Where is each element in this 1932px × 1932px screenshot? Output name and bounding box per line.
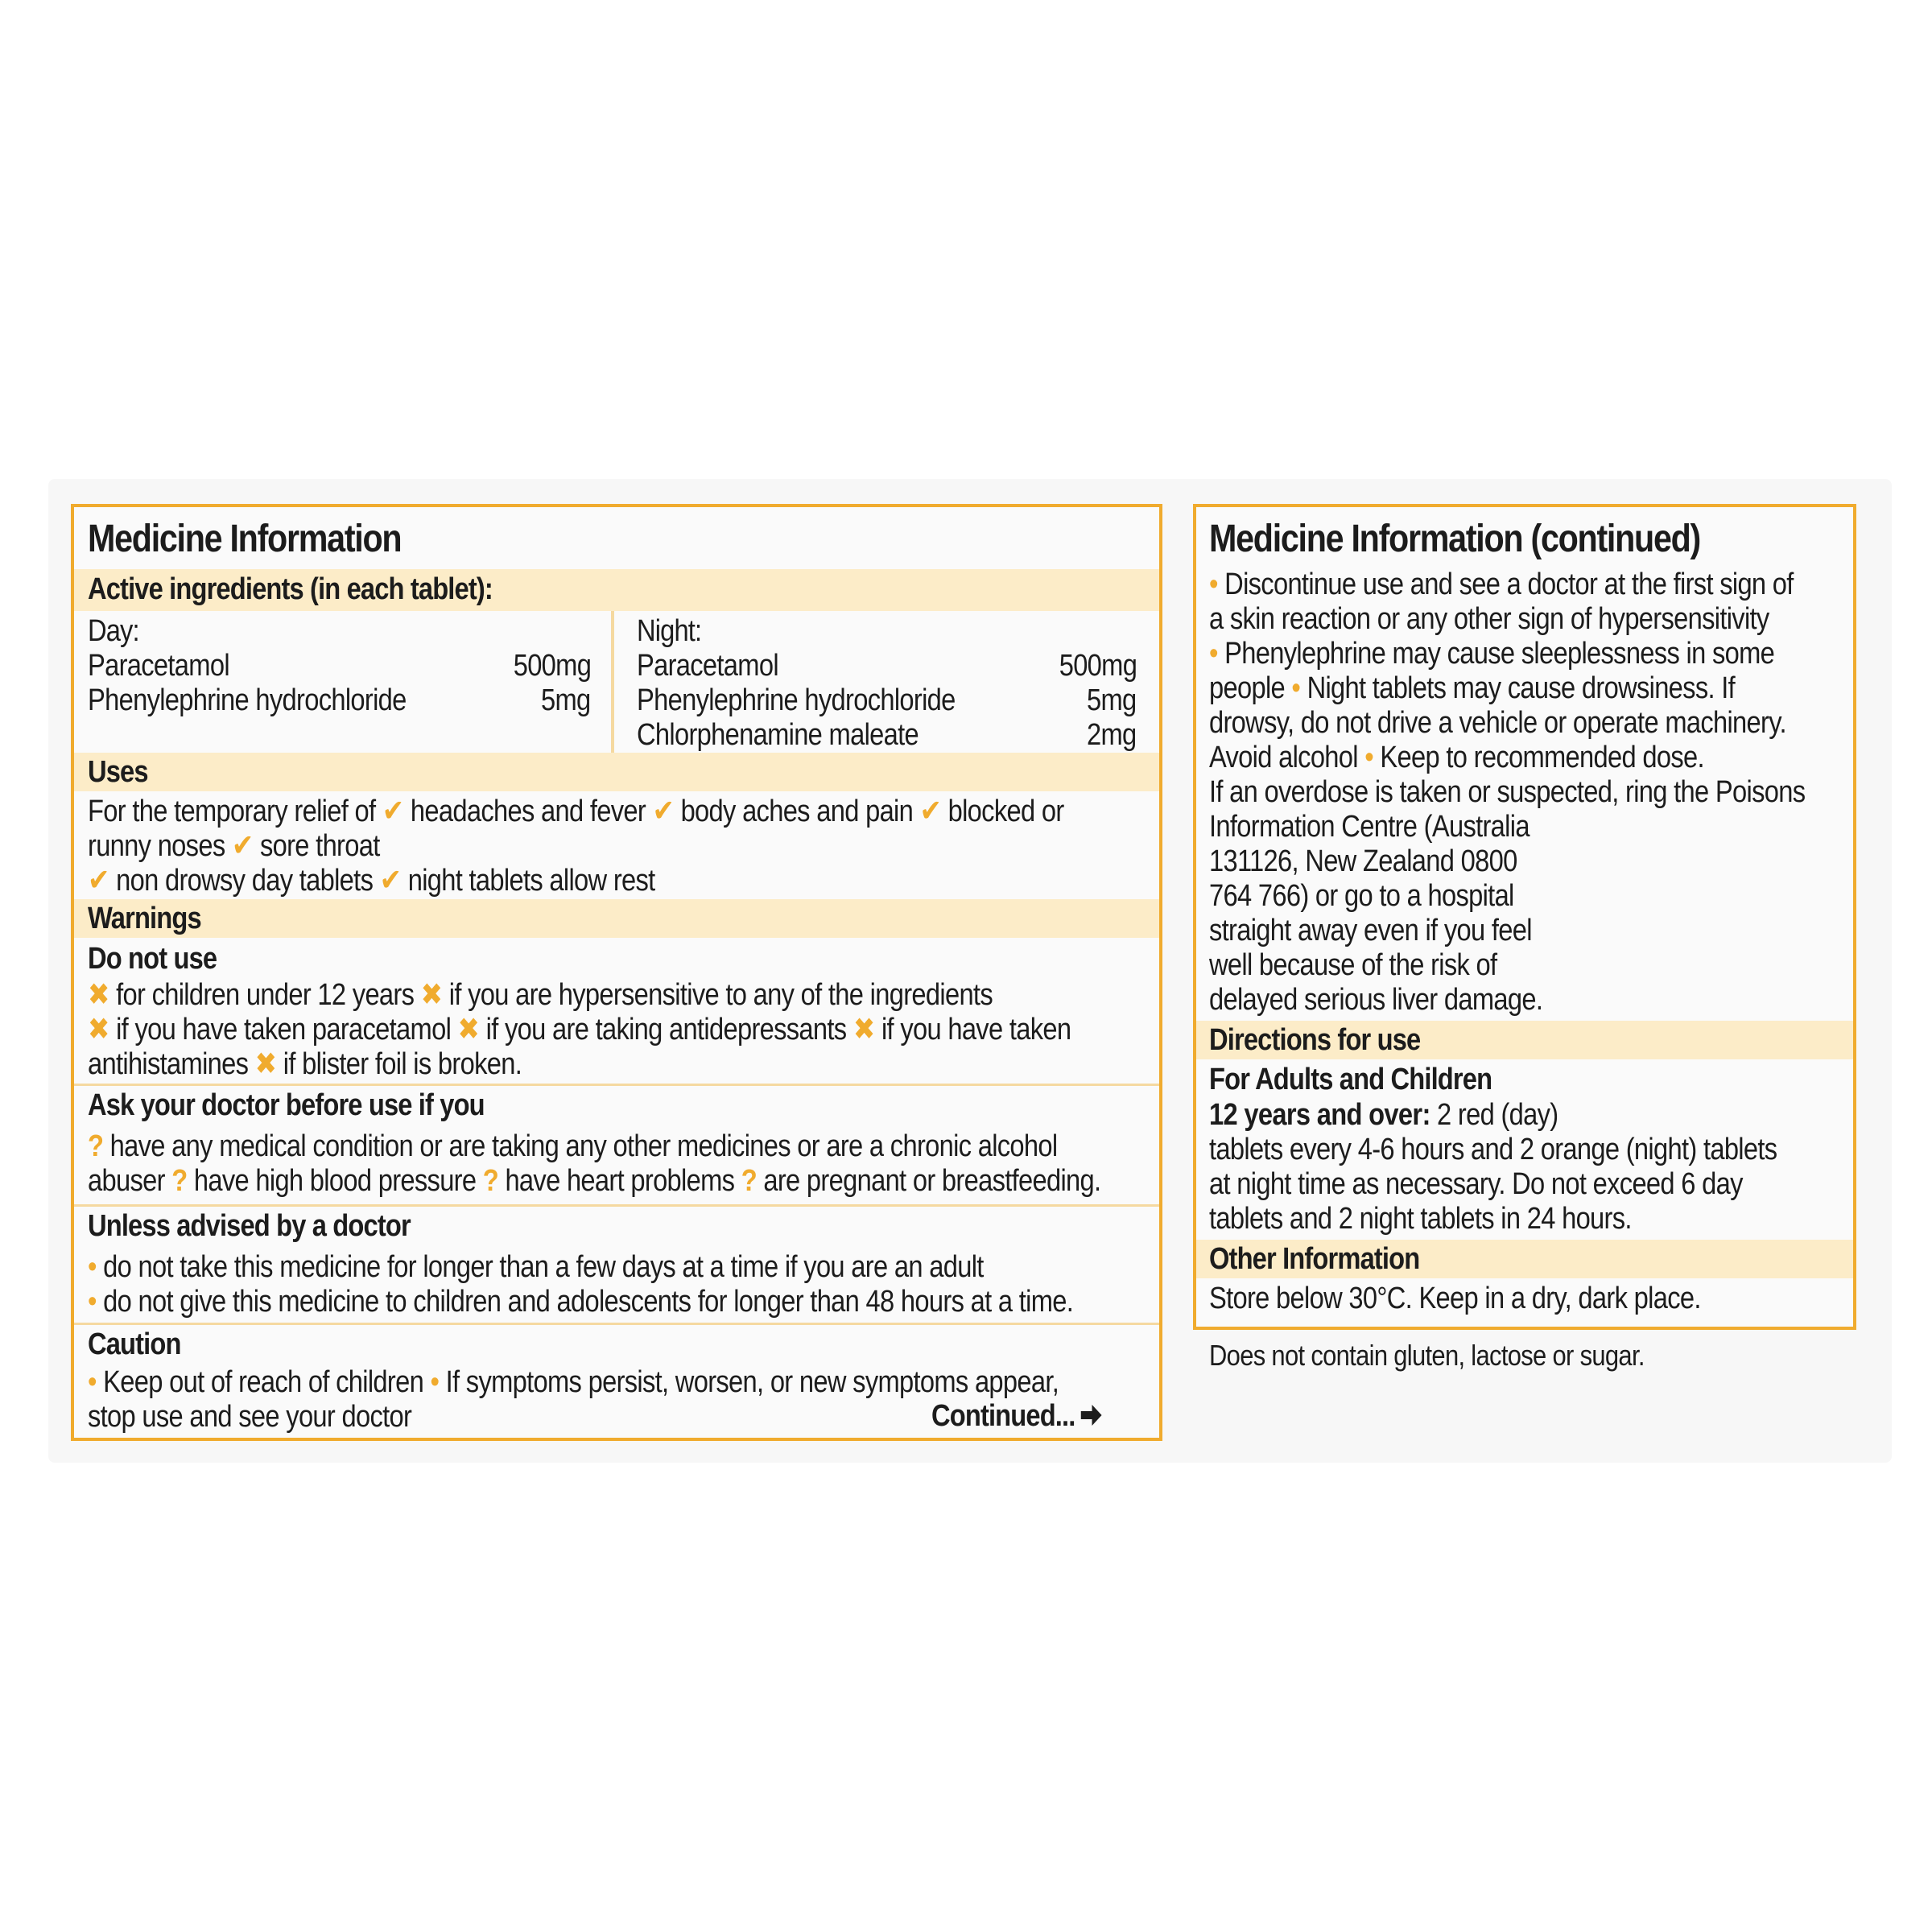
cross-icon: ✖ — [852, 1013, 875, 1046]
overdose-line: Information Centre (Australia — [1209, 810, 1530, 844]
check-icon: ✔ — [919, 795, 942, 828]
unless-advised-heading: Unless advised by a doctor — [88, 1209, 411, 1243]
do-not-use-line: ✖ if you have taken paracetamol ✖ if you are taking antidepressants ✖ if you have taken — [88, 1013, 1071, 1046]
bullet-icon: • — [1209, 568, 1218, 601]
bullet-icon: • — [1209, 637, 1218, 671]
day-ingredient-amount: 500mg — [513, 649, 591, 683]
night-label: Night: — [637, 614, 702, 648]
question-icon: ? — [741, 1164, 757, 1198]
day-ingredient-name: Phenylephrine hydrochloride — [88, 683, 407, 717]
question-icon: ? — [88, 1129, 104, 1163]
ingredients-divider — [611, 611, 614, 753]
warning-line: a skin reaction or any other sign of hypersensitivity — [1209, 602, 1769, 636]
overdose-line: 764 766) or go to a hospital — [1209, 879, 1514, 913]
bullet-icon: • — [88, 1365, 97, 1399]
active-ingredients-heading: Active ingredients (in each tablet): — [88, 572, 493, 606]
night-ingredient-amount: 5mg — [1087, 683, 1137, 717]
cross-icon: ✖ — [420, 978, 443, 1012]
continued-label: Continued... — [931, 1399, 1103, 1434]
footer-note: Does not contain gluten, lactose or sugar. — [1209, 1339, 1645, 1372]
uses-line: runny noses ✔ sore throat — [88, 829, 380, 863]
caution-heading: Caution — [88, 1327, 181, 1361]
day-label: Day: — [88, 614, 139, 648]
caution-line: stop use and see your doctor — [88, 1400, 412, 1434]
check-icon: ✔ — [88, 864, 109, 898]
night-ingredient-name: Chlorphenamine maleate — [637, 718, 919, 752]
uses-heading: Uses — [88, 755, 148, 789]
overdose-line: well because of the risk of — [1209, 948, 1497, 982]
day-ingredient-amount: 5mg — [541, 683, 591, 717]
directions-line: tablets every 4-6 hours and 2 orange (night) tablets — [1209, 1133, 1777, 1166]
bullet-icon: • — [1364, 741, 1374, 774]
day-ingredient-name: Paracetamol — [88, 649, 229, 683]
night-ingredient-name: Phenylephrine hydrochloride — [637, 683, 956, 717]
uses-line: For the temporary relief of ✔ headaches and fever ✔ body aches and pain ✔ blocked or — [88, 795, 1064, 828]
warning-line: • Discontinue use and see a doctor at the first sign of — [1209, 568, 1794, 601]
question-icon: ? — [482, 1164, 499, 1198]
directions-heading: Directions for use — [1209, 1023, 1421, 1057]
warning-line: • Phenylephrine may cause sleeplessness in some — [1209, 637, 1775, 671]
do-not-use-line: ✖ for children under 12 years ✖ if you are hypersensitive to any of the ingredients — [88, 978, 993, 1012]
warnings-band — [74, 899, 1159, 938]
cross-icon: ✖ — [88, 1013, 109, 1046]
question-icon: ? — [171, 1164, 188, 1198]
directions-line: at night time as necessary. Do not exceed 6 day — [1209, 1167, 1743, 1201]
check-icon: ✔ — [652, 795, 675, 828]
cross-icon: ✖ — [457, 1013, 480, 1046]
caution-line: • Keep out of reach of children • If symptoms persist, worsen, or new symptoms appear, — [88, 1365, 1059, 1399]
bullet-icon: • — [88, 1285, 97, 1319]
overdose-line: delayed serious liver damage. — [1209, 983, 1543, 1017]
panel-title-continued: Medicine Information (continued) — [1209, 518, 1701, 560]
panel-title: Medicine Information — [88, 518, 402, 560]
uses-band — [74, 753, 1159, 791]
directions-line: tablets and 2 night tablets in 24 hours. — [1209, 1202, 1632, 1236]
directions-line: 12 years and over: 2 red (day) — [1209, 1098, 1558, 1132]
overdose-line: 131126, New Zealand 0800 — [1209, 844, 1517, 878]
warning-line: people • Night tablets may cause drowsiness. If — [1209, 671, 1736, 705]
do-not-use-heading: Do not use — [88, 942, 217, 976]
warnings-heading: Warnings — [88, 902, 201, 935]
storage-text: Store below 30°C. Keep in a dry, dark place. — [1209, 1282, 1701, 1315]
bullet-icon: • — [430, 1365, 440, 1399]
check-icon: ✔ — [379, 864, 402, 898]
cross-icon: ✖ — [88, 978, 109, 1012]
bullet-icon: • — [1291, 671, 1301, 705]
check-icon: ✔ — [382, 795, 404, 828]
ask-doctor-line: ? have any medical condition or are taking any other medicines or are a chronic alcohol — [88, 1129, 1058, 1163]
cross-icon: ✖ — [254, 1047, 277, 1081]
section-divider — [74, 1323, 1159, 1325]
do-not-use-line: antihistamines ✖ if blister foil is broken. — [88, 1047, 522, 1081]
ask-doctor-line: abuser ? have high blood pressure ? have heart problems ? are pregnant or breastfeeding. — [88, 1164, 1101, 1198]
directions-subheading: For Adults and Children — [1209, 1063, 1492, 1096]
overdose-line: straight away even if you feel — [1209, 914, 1532, 947]
overdose-line: If an overdose is taken or suspected, ring the Poisons — [1209, 775, 1806, 809]
section-divider — [74, 1084, 1159, 1086]
unless-advised-line: • do not give this medicine to children and adolescents for longer than 48 hours at a time. — [88, 1285, 1074, 1319]
arrow-right-icon — [1080, 1403, 1103, 1427]
check-icon: ✔ — [231, 829, 254, 863]
warning-line: Avoid alcohol • Keep to recommended dose. — [1209, 741, 1704, 774]
night-ingredient-amount: 500mg — [1059, 649, 1137, 683]
uses-line: ✔ non drowsy day tablets ✔ night tablets allow rest — [88, 864, 655, 898]
night-ingredient-amount: 2mg — [1087, 718, 1137, 752]
other-information-heading: Other Information — [1209, 1242, 1420, 1276]
section-divider — [74, 1204, 1159, 1207]
bullet-icon: • — [88, 1250, 97, 1284]
night-ingredient-name: Paracetamol — [637, 649, 778, 683]
warning-line: drowsy, do not drive a vehicle or operate machinery. — [1209, 706, 1786, 740]
unless-advised-line: • do not take this medicine for longer than a few days at a time if you are an adult — [88, 1250, 984, 1284]
ask-doctor-heading: Ask your doctor before use if you — [88, 1088, 485, 1122]
